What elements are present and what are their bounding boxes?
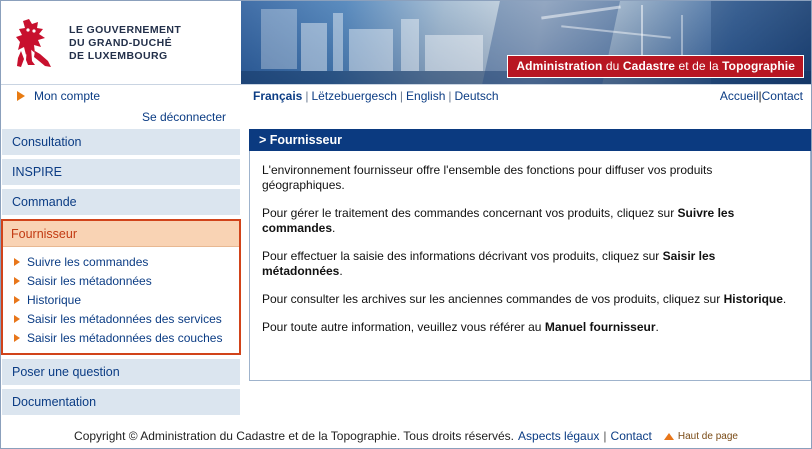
page-footer <box>1 424 811 448</box>
arrow-right-icon <box>17 91 25 101</box>
administration-title <box>507 55 804 78</box>
legal-link[interactable]: Aspects légaux <box>518 429 600 443</box>
lang-sep-1: | <box>305 89 309 103</box>
contact-link-top[interactable]: Contact <box>761 89 803 103</box>
bullet-arrow-icon <box>14 296 20 304</box>
bullet-arrow-icon <box>14 334 20 342</box>
gov-line-2: DU GRAND-DUCHÉ <box>69 36 173 49</box>
right-sep-1: | <box>758 89 762 103</box>
paragraph-4-text-2: . <box>782 292 787 306</box>
lang-sep-2: | <box>399 89 404 103</box>
sidebar-label-inspire: INSPIRE <box>2 159 240 185</box>
sidebar-subitem-metadonnees-couches[interactable] <box>3 328 239 347</box>
language-deutsch[interactable]: Deutsch <box>454 89 499 103</box>
paragraph-2-text-1: Pour gérer le traitement des commandes concernant vos produits, cliquez sur <box>262 206 678 220</box>
language-list <box>253 89 499 103</box>
content-panel <box>249 129 811 381</box>
logout-link[interactable]: Se déconnecter <box>141 110 226 124</box>
content-header: > Fournisseur <box>249 129 811 151</box>
paragraph-4-bold: Historique <box>723 292 783 306</box>
sidebar-label-consultation: Consultation <box>2 129 240 155</box>
sidebar-subitem-metadonnees-services[interactable] <box>3 309 239 328</box>
luxembourg-lion-icon <box>15 17 57 69</box>
back-to-top-link[interactable]: Haut de page <box>677 430 738 442</box>
paragraph-2-bold: Suivre les commandes <box>262 206 735 235</box>
arrow-up-icon[interactable] <box>664 433 674 440</box>
sidebar-subitem-saisir-les-metadonnees[interactable] <box>3 271 239 290</box>
language-letzebuergesch[interactable]: Lëtzebuergesch <box>311 89 397 103</box>
sidebar-subitem-historique[interactable] <box>3 290 239 309</box>
site-banner <box>1 1 811 85</box>
government-name <box>69 24 181 63</box>
paragraph-3-bold: Saisir les métadonnées <box>262 249 716 278</box>
sidebar <box>1 129 241 419</box>
top-right-links <box>720 89 803 103</box>
sidebar-subitem-suivre-les-commandes[interactable] <box>3 252 239 271</box>
sidebar-label-fournisseur: Fournisseur <box>3 221 239 247</box>
content-paragraph-commandes <box>262 206 798 236</box>
admin-title-word-4: et de la <box>678 59 719 73</box>
content-paragraph-historique <box>262 292 798 307</box>
content-body <box>249 151 811 381</box>
sidebar-item-inspire[interactable] <box>2 159 240 186</box>
admin-title-word-3: Cadastre <box>622 59 676 73</box>
sidebar-label-poser-une-question: Poser une question <box>2 359 240 385</box>
sidebar-item-fournisseur[interactable] <box>1 219 241 355</box>
account-zone <box>1 85 241 107</box>
admin-title-word-5: Topographie <box>722 59 795 73</box>
banner-photo <box>241 1 811 85</box>
admin-title-word-1: Administration <box>516 59 603 73</box>
sidebar-sublabel-metadonnees-couches[interactable]: Saisir les métadonnées des couches <box>27 330 223 345</box>
bullet-arrow-icon <box>14 315 20 323</box>
lang-sep-3: | <box>448 89 452 103</box>
bullet-arrow-icon <box>14 258 20 266</box>
sidebar-item-commande[interactable] <box>2 189 240 216</box>
content-paragraph-manuel <box>262 320 798 335</box>
gov-line-3: DE LUXEMBOURG <box>69 49 168 62</box>
admin-title-word-2: du <box>605 59 620 73</box>
government-logo-block <box>1 1 241 85</box>
sidebar-item-consultation[interactable] <box>2 129 240 156</box>
paragraph-5-text-1: Pour toute autre information, veuillez vous référer au <box>262 320 545 334</box>
paragraph-2-text-2: . <box>332 221 336 235</box>
my-account-link[interactable]: Mon compte <box>34 89 101 103</box>
paragraph-4-text-1: Pour consulter les archives sur les anciennes commandes de vos produits, cliquez sur <box>262 292 724 306</box>
sidebar-label-documentation: Documentation <box>2 389 240 415</box>
content-paragraph-intro <box>262 163 798 193</box>
gov-line-1: LE GOUVERNEMENT <box>69 23 182 36</box>
sidebar-submenu-fournisseur <box>3 247 239 353</box>
home-link[interactable]: Accueil <box>719 89 759 103</box>
language-english[interactable]: English <box>406 89 446 103</box>
content-paragraph-metadonnees <box>262 249 798 279</box>
language-francais[interactable]: Français <box>253 89 303 103</box>
logout-zone <box>1 107 241 127</box>
footer-sep: | <box>603 429 607 443</box>
paragraph-3-text-2: . <box>339 264 343 278</box>
top-navigation-strip <box>1 85 811 107</box>
paragraph-3-text-1: Pour effectuer la saisie des informations décrivant vos produits, cliquez sur <box>262 249 663 263</box>
page-body <box>1 129 811 425</box>
sidebar-sublabel-historique[interactable]: Historique <box>27 292 82 307</box>
paragraph-5-text-2: . <box>655 320 659 334</box>
sidebar-sublabel-saisir-les-metadonnees[interactable]: Saisir les métadonnées <box>27 273 152 288</box>
paragraph-5-bold: Manuel fournisseur <box>544 320 656 334</box>
sidebar-item-poser-une-question[interactable] <box>2 359 240 386</box>
footer-copyright: Copyright © Administration du Cadastre et de la Topographie. Tous droits réservés. <box>74 429 515 443</box>
paragraph-1-text: L'environnement fournisseur offre l'ensemble des fonctions pour diffuser vos produits géographiques. <box>262 163 713 192</box>
sidebar-sublabel-metadonnees-services[interactable]: Saisir les métadonnées des services <box>27 311 222 326</box>
sidebar-item-documentation[interactable] <box>2 389 240 416</box>
bullet-arrow-icon <box>14 277 20 285</box>
sidebar-sublabel-suivre-les-commandes[interactable]: Suivre les commandes <box>27 254 149 269</box>
contact-link-footer[interactable]: Contact <box>610 429 652 443</box>
sidebar-label-commande: Commande <box>2 189 240 215</box>
language-bar <box>243 85 811 107</box>
